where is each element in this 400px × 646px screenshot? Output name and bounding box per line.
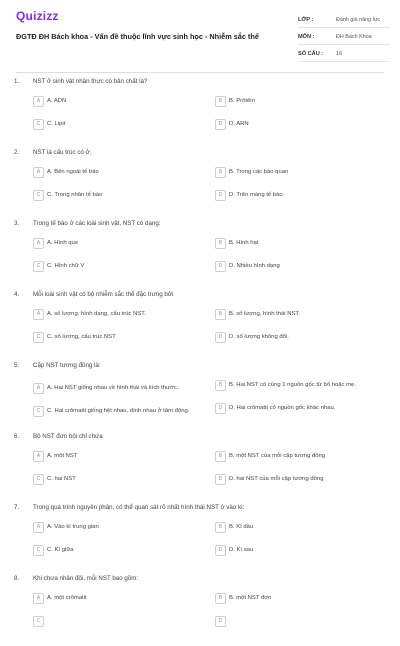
- option-letter-badge: B: [215, 96, 226, 107]
- question-number: 8.: [14, 575, 20, 582]
- answer-option-a[interactable]: [33, 449, 193, 463]
- option-text: D. Nhiều hình dạng: [229, 262, 280, 269]
- option-text: D. số lượng không đổi.: [229, 333, 289, 340]
- option-text: A. Bên ngoài tế bào: [47, 168, 99, 175]
- answer-option-c[interactable]: [33, 472, 193, 486]
- question-text: Mỗi loài sinh vật có bộ nhiễm sắc thể đặc trưng bởi: [33, 291, 174, 298]
- option-text: C. Kì giữa: [47, 546, 74, 553]
- option-text: C. Lipit: [47, 120, 66, 127]
- answer-option-c[interactable]: [33, 188, 193, 202]
- option-letter-badge: A: [33, 522, 44, 533]
- option-text: A. một crômatit: [47, 594, 87, 601]
- option-text: B. Kì đầu: [229, 523, 254, 530]
- question-text: Trong quá trình nguyên phân, có thể quan sát rõ nhất hình thái NST ở vào kì:: [33, 504, 245, 511]
- meta-row-subject: [298, 29, 390, 45]
- option-letter-badge: A: [33, 167, 44, 178]
- option-text: B. Trong các bào quan: [229, 168, 289, 175]
- option-text: B. một NST của mỗi cặp tương đồng: [229, 452, 326, 459]
- answer-option-a[interactable]: [33, 94, 193, 108]
- question-item: [0, 504, 400, 575]
- option-letter-badge: B: [215, 451, 226, 462]
- option-letter-badge: D: [215, 616, 226, 627]
- question-list: [0, 78, 400, 646]
- option-letter-badge: B: [215, 522, 226, 533]
- option-letter-badge: B: [215, 309, 226, 320]
- answer-option-b[interactable]: [215, 307, 375, 321]
- option-text: C. Trong nhân tế bào: [47, 191, 103, 198]
- option-text: B. Hình hạt: [229, 239, 259, 246]
- header-divider: [16, 72, 384, 73]
- answer-option-a[interactable]: [33, 236, 193, 250]
- question-item: [0, 149, 400, 220]
- option-letter-badge: A: [33, 309, 44, 320]
- question-text: Bộ NST đơn bội chỉ chứa: [33, 433, 103, 440]
- option-letter-badge: C: [33, 406, 44, 417]
- question-text: Cặp NST tương đồng là:: [33, 362, 101, 369]
- answer-option-d[interactable]: [215, 472, 375, 486]
- question-item: [0, 78, 400, 149]
- question-number: 2.: [14, 149, 20, 156]
- option-letter-badge: C: [33, 190, 44, 201]
- answer-option-a[interactable]: [33, 591, 193, 605]
- question-number: 4.: [14, 291, 20, 298]
- question-item: [0, 575, 400, 646]
- answer-option-c[interactable]: [33, 401, 193, 421]
- answer-option-d[interactable]: [215, 614, 375, 628]
- option-letter-badge: C: [33, 474, 44, 485]
- option-text: C. Hình chữ V: [47, 262, 85, 269]
- answer-option-b[interactable]: [215, 236, 375, 250]
- option-letter-badge: A: [33, 238, 44, 249]
- option-letter-badge: D: [215, 261, 226, 272]
- option-text: B. Prôtêin: [229, 97, 255, 104]
- option-letter-badge: D: [215, 403, 226, 414]
- question-item: [0, 220, 400, 291]
- option-letter-badge: B: [215, 167, 226, 178]
- question-text: NST là cấu trúc có ở:: [33, 149, 92, 156]
- option-text: B. một NST đơn: [229, 594, 272, 601]
- option-letter-badge: A: [33, 383, 44, 394]
- answer-option-c[interactable]: [33, 259, 193, 273]
- option-text: B. Hai NST có cùng 1 nguồn gốc từ bố hoặc mẹ.: [229, 381, 356, 388]
- question-text: Khi chưa nhân đôi, mỗi NST bao gồm:: [33, 575, 139, 582]
- option-letter-badge: A: [33, 96, 44, 107]
- option-text: A. số lượng, hình dạng, cấu trúc NST.: [47, 310, 146, 317]
- meta-key: SỐ CÂU :: [298, 50, 324, 57]
- question-number: 7.: [14, 504, 20, 511]
- answer-option-b[interactable]: [215, 591, 375, 605]
- option-text: C. hai NST: [47, 475, 76, 482]
- option-text: D. Trên màng tế bào: [229, 191, 283, 198]
- answer-option-c[interactable]: [33, 614, 193, 628]
- question-number: 5.: [14, 362, 20, 369]
- meta-value: Đánh giá năng lực: [336, 16, 381, 23]
- answer-option-c[interactable]: [33, 117, 193, 131]
- option-text: B. số lượng, hình thái NST.: [229, 310, 301, 317]
- option-text: A. Hình que: [47, 239, 79, 246]
- option-text: A. một NST: [47, 452, 78, 459]
- meta-row-class: [298, 12, 390, 28]
- answer-option-d[interactable]: [215, 543, 375, 557]
- option-letter-badge: C: [33, 119, 44, 130]
- answer-option-b[interactable]: [215, 520, 375, 534]
- option-text: D. Kì sau: [229, 546, 254, 553]
- option-text: C. Hai crômatit giống hệt nhau, dính nhau ở tâm động.: [47, 407, 190, 414]
- meta-table: [298, 12, 390, 63]
- meta-key: MÔN :: [298, 33, 315, 40]
- answer-option-d[interactable]: [215, 117, 375, 131]
- question-text: Trong tế bào ở các loài sinh vật, NST có dạng:: [33, 220, 161, 227]
- meta-value: 16: [336, 50, 342, 57]
- worksheet-title: ĐGTĐ ĐH Bách khoa - Vấn đề thuộc lĩnh vực sinh học - Nhiễm sắc thể: [16, 32, 259, 41]
- option-text: A. Vào kì trung gian: [47, 523, 99, 530]
- option-text: D. Hai crômatit có nguồn gốc khác nhau.: [229, 404, 336, 411]
- option-text: A. Hai NST giống nhau về hình thái và kích thước.: [47, 384, 179, 391]
- answer-option-b[interactable]: [215, 94, 375, 108]
- option-letter-badge: C: [33, 261, 44, 272]
- answer-option-d[interactable]: [215, 259, 375, 273]
- option-letter-badge: D: [215, 332, 226, 343]
- answer-option-c[interactable]: [33, 543, 193, 557]
- option-letter-badge: B: [215, 238, 226, 249]
- option-text: D. hai NST của mỗi cặp tương đồng: [229, 475, 324, 482]
- option-text: D. ARN: [229, 120, 249, 127]
- option-letter-badge: D: [215, 545, 226, 556]
- answer-option-d[interactable]: [215, 188, 375, 202]
- question-number: 6.: [14, 433, 20, 440]
- answer-option-c[interactable]: [33, 330, 193, 344]
- answer-option-a[interactable]: [33, 520, 193, 534]
- question-number: 1.: [14, 78, 20, 85]
- option-letter-badge: B: [215, 593, 226, 604]
- answer-option-b[interactable]: [215, 378, 375, 392]
- meta-value: ĐH Bách Khoa: [336, 33, 372, 40]
- answer-option-a[interactable]: [33, 378, 193, 398]
- quizizz-logo: Quizizz: [16, 9, 59, 23]
- option-text: C. số lượng, cấu trúc NST: [47, 333, 116, 340]
- question-item: [0, 291, 400, 362]
- option-letter-badge: C: [33, 545, 44, 556]
- question-item: [0, 433, 400, 504]
- answer-option-b[interactable]: [215, 165, 375, 179]
- option-letter-badge: B: [215, 380, 226, 391]
- answer-option-a[interactable]: [33, 165, 193, 179]
- question-text: NST ở sinh vật nhân thực có bản chất là?: [33, 78, 148, 85]
- option-text: A. ADN: [47, 97, 67, 104]
- option-letter-badge: A: [33, 451, 44, 462]
- answer-option-b[interactable]: [215, 449, 375, 463]
- worksheet-header: [0, 0, 400, 68]
- question-number: 3.: [14, 220, 20, 227]
- option-letter-badge: D: [215, 119, 226, 130]
- meta-key: LỚP :: [298, 16, 314, 23]
- answer-option-a[interactable]: [33, 307, 193, 321]
- option-letter-badge: C: [33, 616, 44, 627]
- meta-row-count: [298, 46, 390, 62]
- option-letter-badge: A: [33, 593, 44, 604]
- option-letter-badge: D: [215, 474, 226, 485]
- option-letter-badge: D: [215, 190, 226, 201]
- option-letter-badge: C: [33, 332, 44, 343]
- answer-option-d[interactable]: [215, 330, 375, 344]
- question-item: [0, 362, 400, 433]
- answer-option-d[interactable]: [215, 401, 375, 415]
